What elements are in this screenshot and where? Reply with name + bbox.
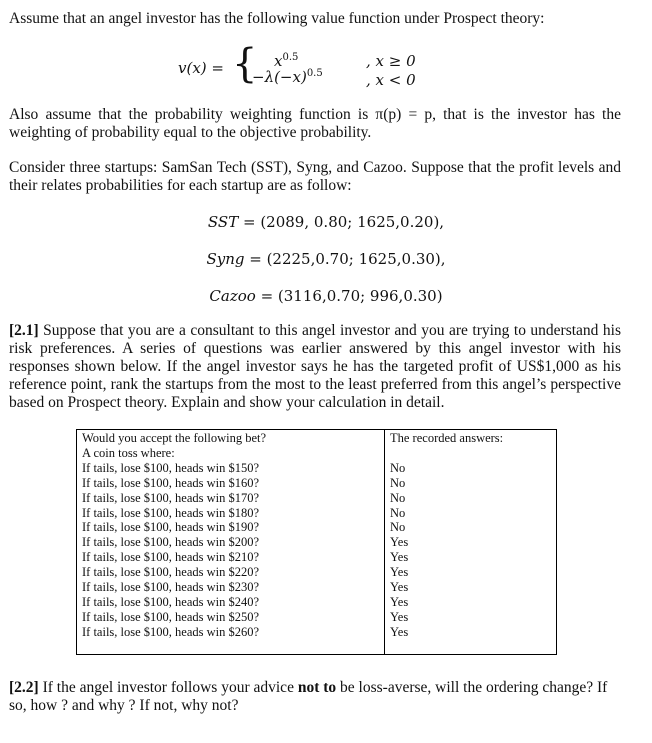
question-2-2-label: [2.2] [9, 679, 39, 696]
answer-cell: Yes [390, 535, 409, 550]
table-row: If tails, lose $100, heads win $260? [82, 624, 260, 639]
answer-cell: Yes [390, 580, 409, 595]
question-2-1-text: Suppose that you are a consultant to this angel investor and you are trying to understand his risk preferences. A series of questions was earlier answered by this angel investor with his responses shown below. If the angel investor says he has the targeted profit of US$1,000 as his reference point, rank the startups from the most to the least preferred from this angel’s perspective based on Prospect theory. Explain and show your calculation in detail. [9, 322, 621, 411]
startups-paragraph: Consider three startups: SamSan Tech (SST), Syng, and Cazoo. Suppose that the profit levels and their relates probabilities for each startup are as follow: [9, 159, 621, 194]
answer-cell: Yes [390, 624, 409, 639]
table-row: If tails, lose $100, heads win $150? [82, 460, 260, 475]
equation-sst: SST = (2089, 0.80; 1625,0.20), [207, 213, 445, 231]
table-row: If tails, lose $100, heads win $240? [82, 594, 260, 609]
case2-expression: $-\lambda(-x)^{0.5}$ [252, 68, 323, 86]
table-row: If tails, lose $100, heads win $190? [82, 520, 260, 535]
answer-cell: Yes [390, 594, 409, 609]
bets-table [76, 429, 557, 655]
table-row: If tails, lose $100, heads win $160? [82, 475, 260, 490]
table-row: If tails, lose $100, heads win $180? [82, 505, 260, 520]
table-row: If tails, lose $100, heads win $220? [82, 565, 260, 580]
question-2-1-label: [2.1] [9, 322, 39, 339]
table-row: If tails, lose $100, heads win $230? [82, 580, 260, 595]
table-row: If tails, lose $100, heads win $210? [82, 550, 260, 565]
weighting-paragraph: Also assume that the probability weighting function is π(p) = p, that is the investor has the weighting of probability equal to the objective probability. [9, 106, 621, 141]
answer-cell: Yes [390, 565, 409, 580]
equation-cazoo: Cazoo = (3116,0.70; 996,0.30) [209, 287, 443, 305]
question-2-2-bold: not to [297, 679, 337, 696]
equation-syng: Syng = (2225,0.70; 1625,0.30), [206, 250, 446, 268]
question-2-1 [9, 322, 621, 412]
answer-cell: No [390, 505, 406, 520]
table-header-right: The recorded answers: [390, 431, 504, 445]
table-row: If tails, lose $100, heads win $200? [82, 535, 260, 550]
answers-column [385, 430, 557, 655]
answer-cell: No [390, 520, 406, 535]
answer-cell: No [390, 475, 406, 490]
case1-expression: $x^{0.5}$ [274, 52, 299, 70]
bets-column [77, 430, 385, 655]
intro-text: Assume that an angel investor has the following value function under Prospect theory: [9, 10, 545, 27]
table-row: If tails, lose $100, heads win $250? [82, 609, 260, 624]
table-row: If tails, lose $100, heads win $170? [82, 490, 260, 505]
value-function-lhs: v(x) = [178, 59, 224, 77]
case1-condition: , x ≥ 0 [366, 52, 416, 70]
answer-cell: Yes [390, 550, 409, 565]
table-subheader-left: A coin toss where: [82, 445, 175, 460]
case2-condition: , x < 0 [366, 71, 416, 89]
left-brace: { [232, 41, 258, 87]
answer-cell: Yes [390, 609, 409, 624]
answer-cell: No [390, 490, 406, 505]
table-header-left: Would you accept the following bet? [82, 431, 267, 445]
question-2-2: [2.2] If the angel investor follows your advice not to be loss-averse, will the ordering change? If so, how ? and why ? If not, why not? [9, 679, 608, 714]
answer-cell: No [390, 460, 406, 475]
